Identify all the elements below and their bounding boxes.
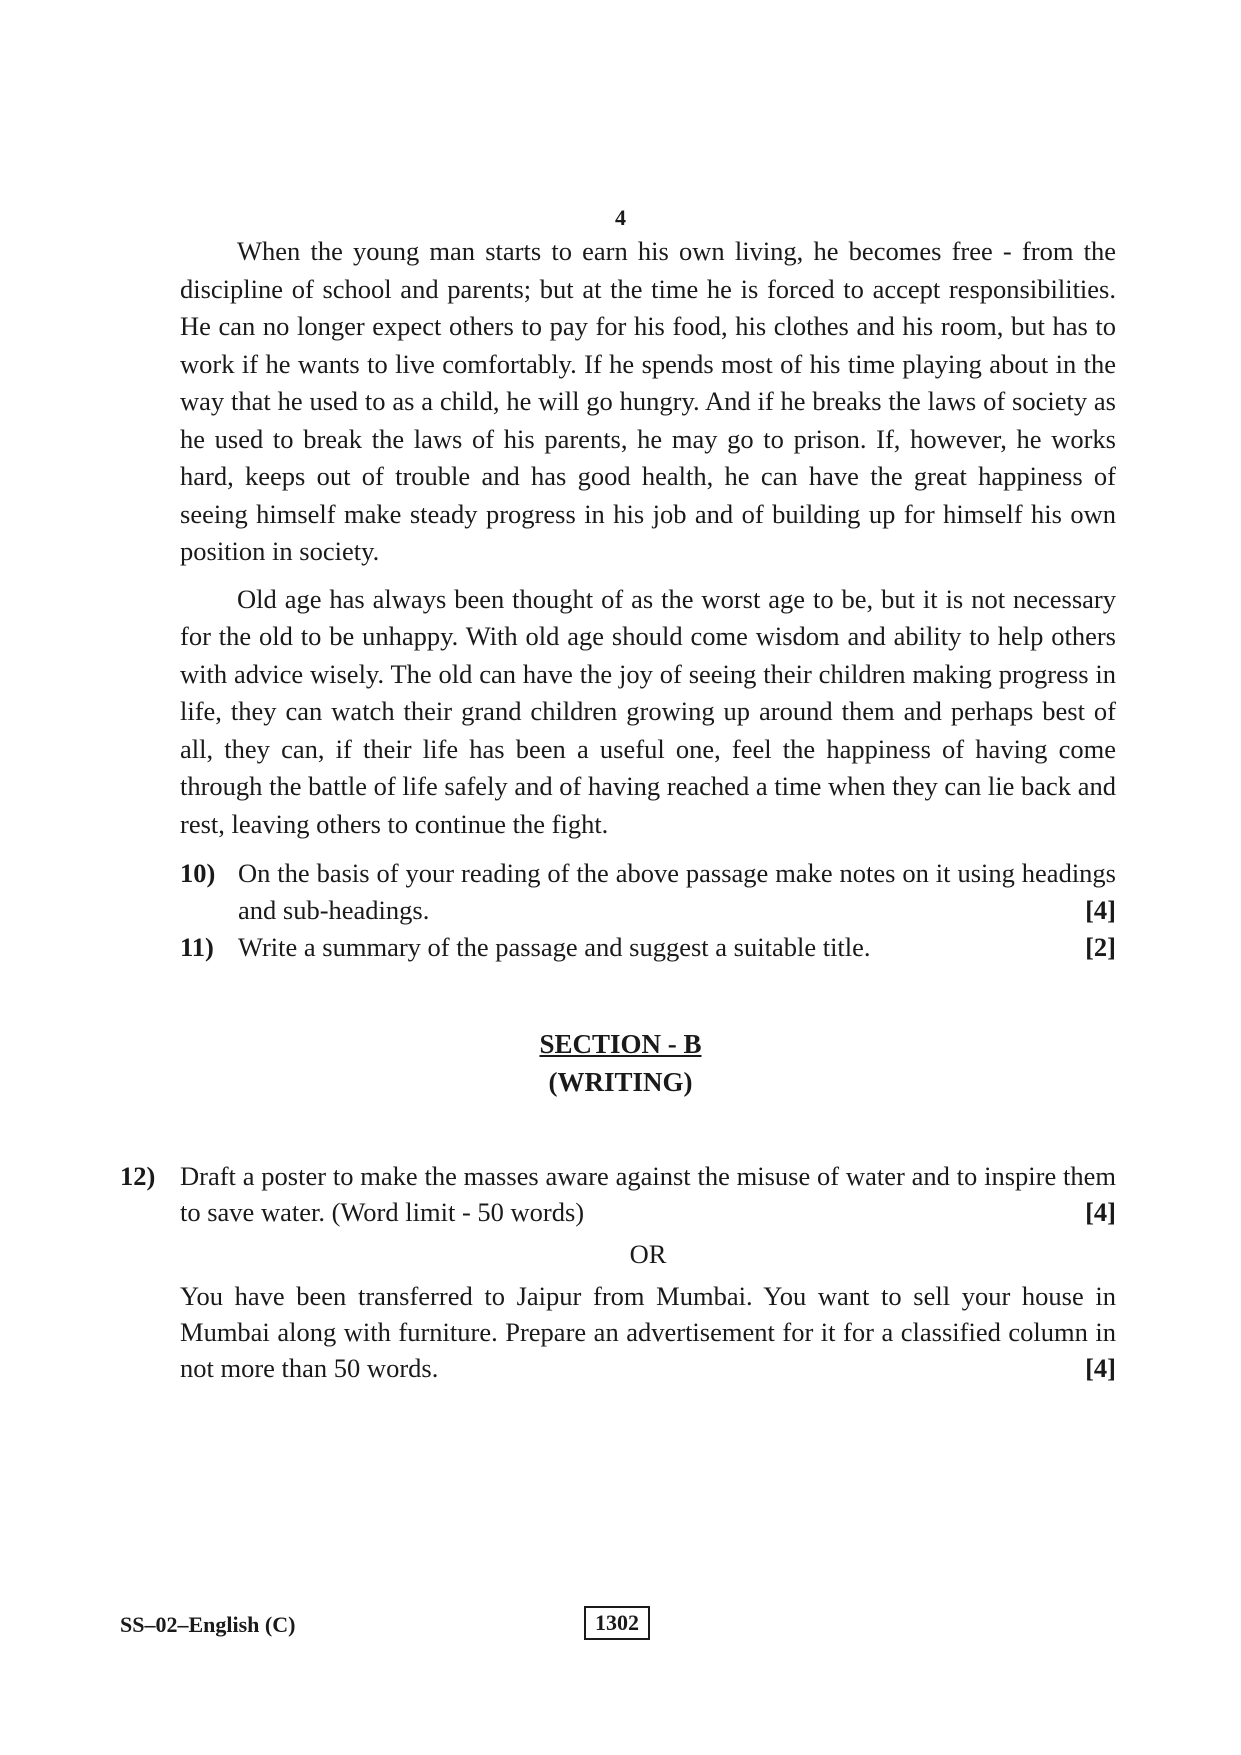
question-11 <box>180 929 1116 966</box>
section-heading <box>0 1025 1241 1101</box>
question-marks: [4] <box>1085 1197 1116 1227</box>
question-text: Write a summary of the passage and suggest a suitable title. <box>238 932 871 962</box>
reading-passage <box>180 233 1116 853</box>
question-alt-marks: [4] <box>1085 1353 1116 1383</box>
question-number: 12) <box>120 1161 156 1191</box>
footer-paper-number: 1302 <box>584 1606 650 1640</box>
question-10 <box>180 855 1116 929</box>
question-alt-text: You have been transferred to Jaipur from Mumbai. You want to sell your house in Mumbai along with furniture. Prepare an advertisement for it for a classified column in not more than 50 words. <box>180 1281 1116 1383</box>
passage-paragraph-2: Old age has always been thought of as the worst age to be, but it is not necessary for the old to be unhappy. With old age should come wisdom and ability to help others with advice wisely. The old can have the joy of seeing their children making progress in life, they can watch their grand children growing up around them and perhaps best of all, they can, if their life has been a useful one, feel the happiness of having come through the battle of life safely and of having reached a time when they can lie back and rest, leaving others to continue the fight. <box>180 583 1116 839</box>
question-number: 10) <box>180 858 216 888</box>
section-subtitle: (WRITING) <box>548 1067 693 1097</box>
footer-paper-code: SS–02–English (C) <box>120 1612 296 1637</box>
or-separator: OR <box>629 1239 667 1269</box>
section-title: SECTION - B <box>539 1029 702 1059</box>
question-12 <box>120 1158 1116 1386</box>
question-marks: [2] <box>1085 932 1116 962</box>
passage-paragraph-1: When the young man starts to earn his own living, he becomes free - from the discipline of school and parents; but at the time he is forced to accept responsibilities. He can no longer expect others to pay for his food, his clothes and his room, but has to work if he wants to live comfortably. If he spends most of his time playing about in the way that he used to as a child, he will go hungry. And if he breaks the laws of society as he used to break the laws of his parents, he may go to prison. If, however, he works hard, keeps out of trouble and has good health, he can have the great happiness of seeing himself make steady progress in his job and of building up for himself his own position in society. <box>180 236 1116 566</box>
page-number: 4 <box>615 205 626 230</box>
question-text: On the basis of your reading of the above passage make notes on it using headings and sub-headings. <box>238 858 1116 925</box>
question-text: Draft a poster to make the masses aware against the misuse of water and to inspire them to save water. (Word limit - 50 words) <box>180 1161 1116 1227</box>
question-marks: [4] <box>1085 895 1116 925</box>
question-number: 11) <box>180 932 214 962</box>
